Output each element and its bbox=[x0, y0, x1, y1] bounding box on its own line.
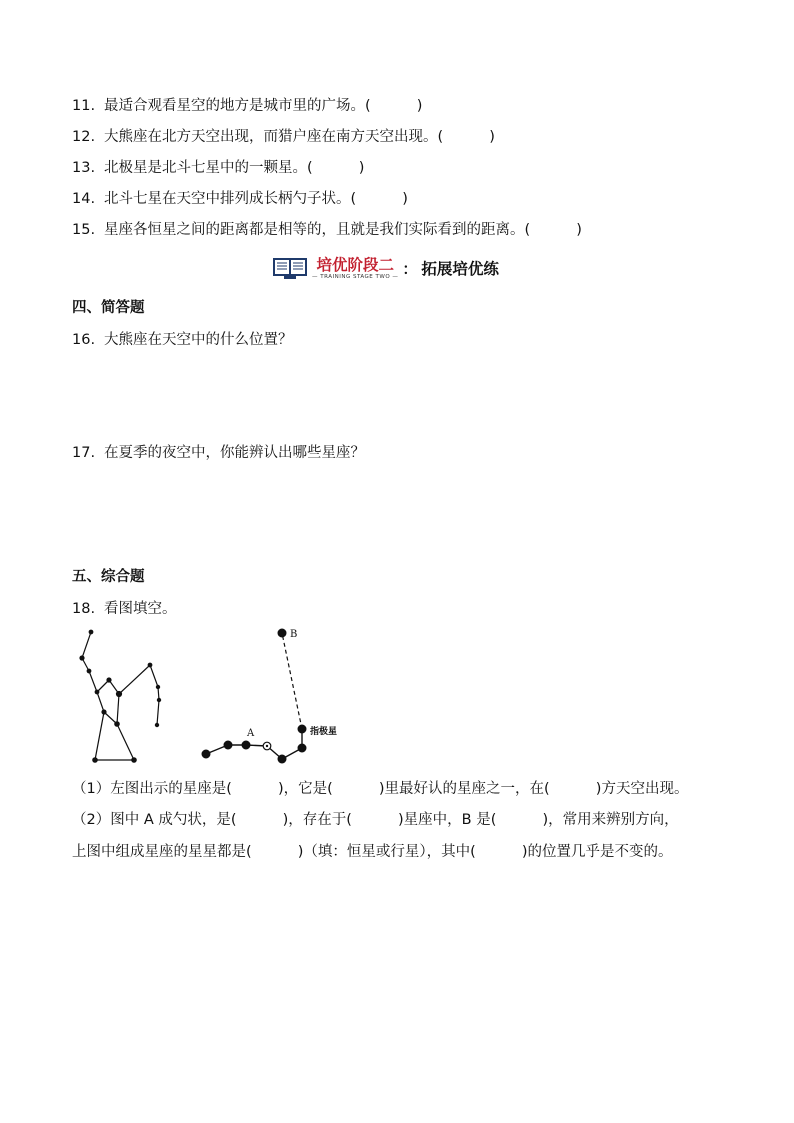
stage-title-block bbox=[312, 256, 398, 281]
question-17 bbox=[72, 443, 365, 463]
stage-main-title: 拓展培优练 bbox=[421, 259, 499, 278]
question-number: 17. bbox=[72, 445, 96, 461]
question-text: 最适合观看星空的地方是城市里的广场。( ) bbox=[104, 98, 423, 114]
question-13 bbox=[72, 158, 364, 178]
constellation-figure bbox=[62, 622, 362, 772]
label-b: B bbox=[290, 629, 298, 640]
stage-colon: ： bbox=[402, 259, 418, 278]
question-12 bbox=[72, 127, 495, 147]
question-text: 大熊座在天空中的什么位置？ bbox=[104, 332, 293, 348]
question-number: 18. bbox=[72, 601, 96, 617]
question-number: 11. bbox=[72, 98, 96, 114]
label-a: A bbox=[247, 728, 255, 739]
question-number: 14. bbox=[72, 191, 96, 207]
question-number: 13. bbox=[72, 160, 96, 176]
label-pointer-stars: 指极星 bbox=[310, 727, 338, 737]
question-text: 北极星是北斗七星中的一颗星。( ) bbox=[104, 160, 365, 176]
question-15 bbox=[72, 220, 582, 240]
orion-constellation bbox=[80, 630, 161, 762]
stage-title: 培优阶段二 bbox=[316, 254, 394, 274]
question-18 bbox=[72, 599, 177, 619]
book-icon bbox=[272, 256, 308, 280]
fill-line-2: （2）图中 A 成勺状，是( )，存在于( )星座中，B 是( )，常用来辨别方向， bbox=[72, 812, 679, 828]
stage-subtitle: — TRAINING STAGE TWO — bbox=[312, 273, 399, 280]
big-dipper bbox=[202, 629, 306, 763]
question-text: 北斗七星在天空中排列成长柄勺子状。( ) bbox=[104, 191, 408, 207]
section-heading-short-answer: 四、简答题 bbox=[72, 300, 145, 316]
question-11 bbox=[72, 96, 422, 116]
fill-line-1: （1）左图出示的星座是( )，它是( )里最好认的星座之一，在( )方天空出现。 bbox=[72, 781, 689, 797]
stage-banner bbox=[272, 255, 499, 281]
section-heading-comprehensive: 五、综合题 bbox=[72, 569, 145, 585]
question-16 bbox=[72, 330, 293, 350]
question-number: 15. bbox=[72, 222, 96, 238]
question-text: 在夏季的夜空中，你能辨认出哪些星座？ bbox=[104, 445, 365, 461]
question-text: 看图填空。 bbox=[104, 601, 177, 617]
question-text: 星座各恒星之间的距离都是相等的，且就是我们实际看到的距离。( ) bbox=[104, 222, 582, 238]
fill-line-3: 上图中组成星座的星星都是( )（填：恒星或行星），其中( )的位置几乎是不变的。 bbox=[72, 844, 673, 860]
question-14 bbox=[72, 189, 408, 209]
question-number: 16. bbox=[72, 332, 96, 348]
question-number: 12. bbox=[72, 129, 96, 145]
question-text: 大熊座在北方天空出现，而猎户座在南方天空出现。( ) bbox=[104, 129, 495, 145]
